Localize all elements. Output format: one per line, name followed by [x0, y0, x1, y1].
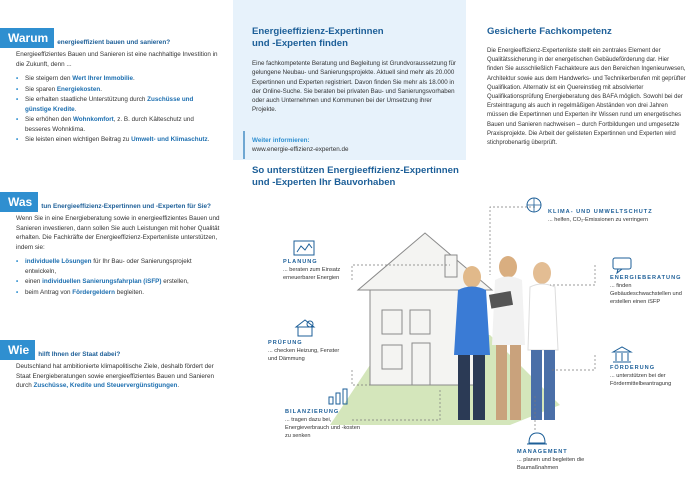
label-bilanzierung: BILANZIERUNG ... tragen dazu bei, Energieverbrauch und -kosten zu senken: [285, 409, 360, 439]
right-title: Gesicherte Fachkompetenz: [487, 26, 612, 37]
list-item: • Sie sparen Energiekosten.: [16, 85, 221, 95]
inspection-house-icon: [293, 317, 317, 337]
label-foerderung: FÖRDERUNG ... unterstützen bei der Fördermittelbeantragung: [610, 365, 672, 387]
funding-building-icon: [610, 344, 634, 364]
warum-heading-text: energieeffizient bauen und sanieren?: [57, 39, 171, 46]
wie-heading: [0, 340, 120, 360]
label-management: MANAGEMENT ... planen und begleiten die Baumaßnahmen: [517, 449, 585, 471]
right-text: Die Energieeffizienz-Expertenliste stellt ein zentrales Element der Qualitätssicherung in der energetischen Gebäudeförderung dar. Hier finden Sie ausschließlich Fachakteure aus den Bereichen Ingenieurwesen, Architektur sowie aus dem Handwerks- und Technikerberufen mit geprüfter Qualifikation. Alternativ ist ein Quereinstieg mit absolvierter Qualifikationsprüfung Energieberatung des BAFA möglich. Sowohl bei der Ersteintragung als auch in regelmäßigen Abständen von drei Jahren müssen die Expertinnen und Experten ihr Wissen rund um energetisches Bauen und Sanieren nachweisen – durch Fortbildungen und umgesetzte Praxisprojekte. Die Arbeit der gelisteten Expertinnen und Experten wird stichprobenartig überprüft.: [487, 48, 686, 147]
warum-tag: Warum: [0, 28, 54, 48]
warum-list: [16, 74, 221, 145]
list-item: • beim Antrag von Fördergeldern begleiten.: [16, 288, 221, 298]
info-box: [243, 132, 453, 158]
label-pruefung: PRÜFUNG ... checken Heizung, Fenster und Dämmung: [268, 340, 340, 362]
was-intro: Wenn Sie in eine Energieberatung sowie in energieeffizientes Bauen und Sanieren investieren, dann sollen Sie auch Leistungen mit hoher Qualität erhalten. Die Fachkräfte der Energieeffizienz-Expertenliste unterstützen, indem sie:: [16, 215, 220, 251]
warum-body: [16, 50, 221, 146]
climate-globe-icon: [522, 195, 546, 215]
list-item: • Sie steigern den Wert Ihrer Immobilie.: [16, 74, 221, 84]
list-item: • Sie leisten einen wichtigen Beitrag zu Umwelt- und Klimaschutz.: [16, 135, 221, 145]
infographic-title: So unterstützen Energieeffizienz-Expertinnen und -Experten Ihr Bauvorhaben: [252, 165, 459, 188]
wie-heading-text: hilft Ihnen der Staat dabei?: [38, 351, 121, 358]
warum-heading: [0, 28, 170, 48]
info-link[interactable]: www.energie-effizienz-experten.de: [252, 146, 349, 153]
list-item: • einen individuellen Sanierungsfahrplan (iSFP) erstellen,: [16, 277, 221, 287]
balance-chart-icon: [326, 385, 350, 405]
label-planung: PLANUNG ... beraten zum Einsatz erneuerbarer Energien: [283, 259, 341, 281]
was-heading-text: tun Energieeffizienz-Expertinnen und -Experten für Sie?: [41, 203, 211, 210]
list-item: • Sie erhalten staatliche Unterstützung durch Zuschüsse und günstige Kredite.: [16, 95, 221, 114]
was-heading: [0, 192, 211, 212]
right-section: [487, 26, 687, 148]
info-label: Weiter informieren:: [252, 137, 310, 144]
planning-blueprint-icon: [292, 238, 316, 258]
was-list: [16, 257, 221, 297]
list-item: • Sie erhöhen den Wohnkomfort, z. B. durch Kälteschutz und besseres Wohnklima.: [16, 115, 221, 134]
wie-body: [16, 362, 221, 396]
list-item: • individuelle Lösungen für Ihr Bau- oder Sanierungsprojekt entwickeln,: [16, 257, 221, 276]
warum-intro: Energieeffizientes Bauen und Sanieren ist eine nachhaltige Investition in die Zukunft, denn ...: [16, 51, 218, 68]
advice-speech-icon: [610, 255, 634, 275]
left-column: [0, 0, 233, 492]
wie-tag: Wie: [0, 340, 35, 360]
middle-title: Energieeffizienz-Expertinnen und -Experten finden: [252, 26, 384, 49]
label-energieberatung: ENERGIEBERATUNG ... finden Gebäudeschwachstellen und erstellen einen iSFP: [610, 275, 682, 305]
label-klima: KLIMA- UND UMWELTSCHUTZ ... helfen, CO₂-Emissionen zu verringern: [548, 209, 653, 223]
management-helmet-icon: [525, 428, 549, 448]
was-body: [16, 214, 221, 298]
was-tag: Was: [0, 192, 38, 212]
wie-text: Deutschland hat ambitionierte klimapolitische Ziele, deshalb fördert der Staat Energieberatungen sowie energieeffizientes Bauen und Sanieren durch Zuschüsse, Kredite und Steuervergünstigungen.: [16, 363, 215, 389]
middle-section: [252, 26, 457, 115]
middle-text: Eine fachkompetente Beratung und Begleitung ist Grundvoraussetzung für gelungene Neubau- und Sanierungsprojekte. Aktuell sind mehr als 20.000 Expertinnen und Experten registriert. Davon finden Sie mehr als 18.000 in der Online-Suche. Sie beraten bei privaten Bau- und Sanierungsvorhaben oder auch Unternehmen und Kommunen bei der Umsetzung ihrer Projekte.: [252, 60, 456, 114]
